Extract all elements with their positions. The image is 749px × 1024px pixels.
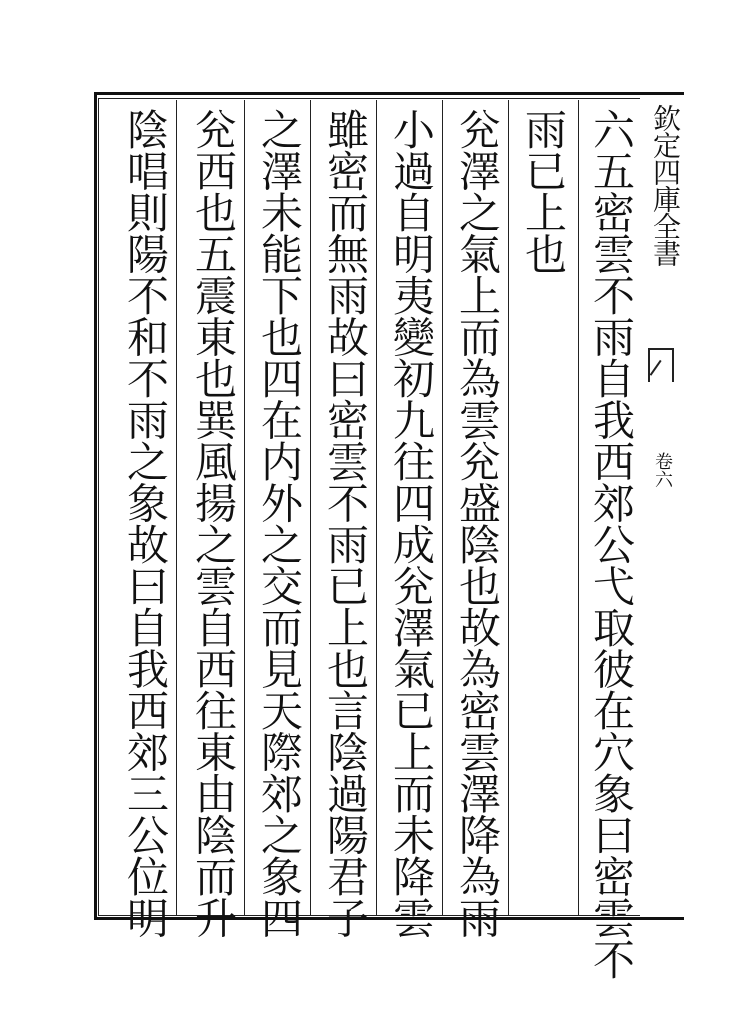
text-column-4: 小過自明夷變初九往四成兊澤氣已上而未降雲 [387,108,436,938]
column-rule [176,100,177,916]
text-column-5: 雖密而無雨故曰密雲不雨已上也言陰過陽君子 [321,108,370,938]
text-column-8: 陰唱則陽不和不雨之象故曰自我西郊三公位明 [121,108,170,938]
text-column-7: 兊西也五震東也巽風揚之雲自西往東由陰而升 [189,108,238,938]
volume-label: 卷六 [652,452,673,488]
column-rule [442,100,443,916]
text-column-3: 兊澤之氣上而為雲兊盛陰也故為密雲澤降為雨 [453,108,502,938]
column-rule [578,100,579,916]
column-rule [244,100,245,916]
text-column-1: 六五密雲不雨自我西郊公弋取彼在穴象曰密雲不 [587,108,636,980]
fish-tail-icon [648,348,674,382]
column-rule [508,100,509,916]
text-column-2: 雨已上也 [519,108,568,274]
book-title: 欽定四庫全書 [649,104,682,266]
text-column-6: 之澤未能下也四在内外之交而見天際郊之象四 [255,108,304,938]
column-rule [310,100,311,916]
column-rule [376,100,377,916]
